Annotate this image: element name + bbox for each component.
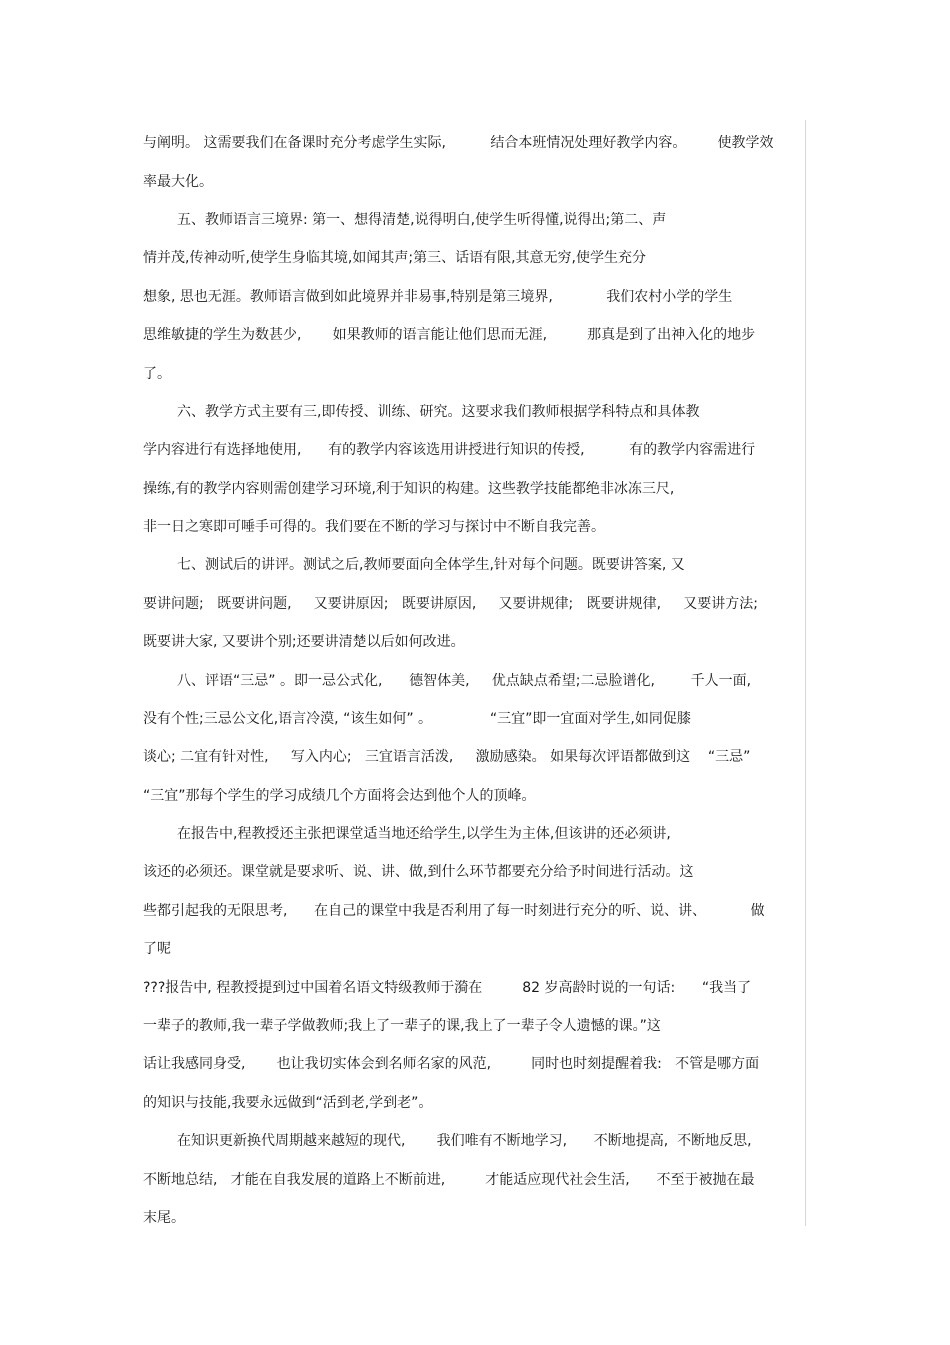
- text-line: 了呢: [143, 941, 171, 957]
- text-line: 的知识与技能,我要永远做到“活到老,学到老”。: [143, 1095, 433, 1111]
- text-line: 既要讲大家, 又要讲个别;还要讲清楚以后如何改进。: [143, 634, 465, 650]
- text-line: 与阐明。 这需要我们在备课时充分考虑学生实际, 结合本班情况处理好教学内容。 使教学效: [143, 135, 774, 151]
- text-line: 些都引起我的无限思考, 在自己的课堂中我是否利用了每一时刻进行充分的听、说、讲、 做: [143, 903, 765, 919]
- text-line: 非一日之寒即可唾手可得的。我们要在不断的学习与探讨中不断自我完善。: [143, 519, 605, 535]
- paragraph-start-line: 在报告中,程教授还主张把课堂适当地还给学生,以学生为主体,但该讲的还必须讲,: [177, 826, 671, 842]
- paragraph-start-line: 七、测试后的讲评。测试之后,教师要面向全体学生,针对每个问题。既要讲答案, 又: [177, 557, 685, 573]
- text-line: ???报告中, 程教授提到过中国着名语文特级教师于漪在 82 岁高龄时说的一句话: “我当了: [143, 980, 752, 996]
- text-line: 思维敏捷的学生为数甚少, 如果教师的语言能让他们思而无涯, 那真是到了出神入化的地步: [143, 327, 756, 343]
- text-line: 了。: [143, 366, 171, 382]
- text-line: “三宜”那每个学生的学习成绩几个方面将会达到他个人的顶峰。: [143, 788, 536, 804]
- text-line: 率最大化。: [143, 174, 213, 190]
- text-line: 话让我感同身受, 也让我切实体会到名师名家的风范, 同时也时刻提醒着我: 不管是哪方面: [143, 1056, 760, 1072]
- text-line: 谈心; 二宜有针对性, 写入内心; 三宜语言活泼, 激励感染。 如果每次评语都做到这 “三忌”: [143, 749, 751, 765]
- paragraph-start-line: 六、教学方式主要有三,即传授、训练、研究。这要求我们教师根据学科特点和具体教: [177, 404, 700, 420]
- text-line: 要讲问题; 既要讲问题, 又要讲原因; 既要讲原因, 又要讲规律; 既要讲规律, 又要讲方法;: [143, 596, 759, 612]
- text-line: 想象, 思也无涯。教师语言做到如此境界并非易事,特别是第三境界, 我们农村小学的学生: [143, 289, 733, 305]
- paragraph-start-line: 在知识更新换代周期越来越短的现代, 我们唯有不断地学习, 不断地提高, 不断地反思,: [177, 1133, 752, 1149]
- text-line: 该还的必须还。课堂就是要求听、说、讲、做,到什么环节都要充分给予时间进行活动。这: [143, 864, 694, 880]
- text-line: 操练,有的教学内容则需创建学习环境,利于知识的构建。这些教学技能都绝非冰冻三尺,: [143, 481, 675, 497]
- text-line: 没有个性;三忌公文化,语言冷漠, “该生如何” 。 “三宜”即一宜面对学生,如同促膝: [143, 711, 691, 727]
- page-margin-rule: [805, 120, 806, 1226]
- text-line: 不断地总结, 才能在自我发展的道路上不断前进, 才能适应现代社会生活, 不至于被抛在最: [143, 1172, 755, 1188]
- text-line: 一辈子的教师,我一辈子学做教师;我上了一辈子的课,我上了一辈子令人遗憾的课。”这: [143, 1018, 661, 1034]
- text-line: 情并茂,传神动听,使学生身临其境,如闻其声;第三、话语有限,其意无穷,使学生充分: [143, 250, 646, 266]
- text-line: 末尾。: [143, 1210, 185, 1226]
- paragraph-start-line: 五、教师语言三境界: 第一、想得清楚,说得明白,使学生听得懂,说得出;第二、声: [177, 212, 667, 228]
- paragraph-start-line: 八、评语“三忌” 。即一忌公式化, 德智体美, 优点缺点希望;二忌脸谱化, 千人一面,: [177, 673, 752, 689]
- text-line: 学内容进行有选择地使用, 有的教学内容该选用讲授进行知识的传授, 有的教学内容需进行: [143, 442, 756, 458]
